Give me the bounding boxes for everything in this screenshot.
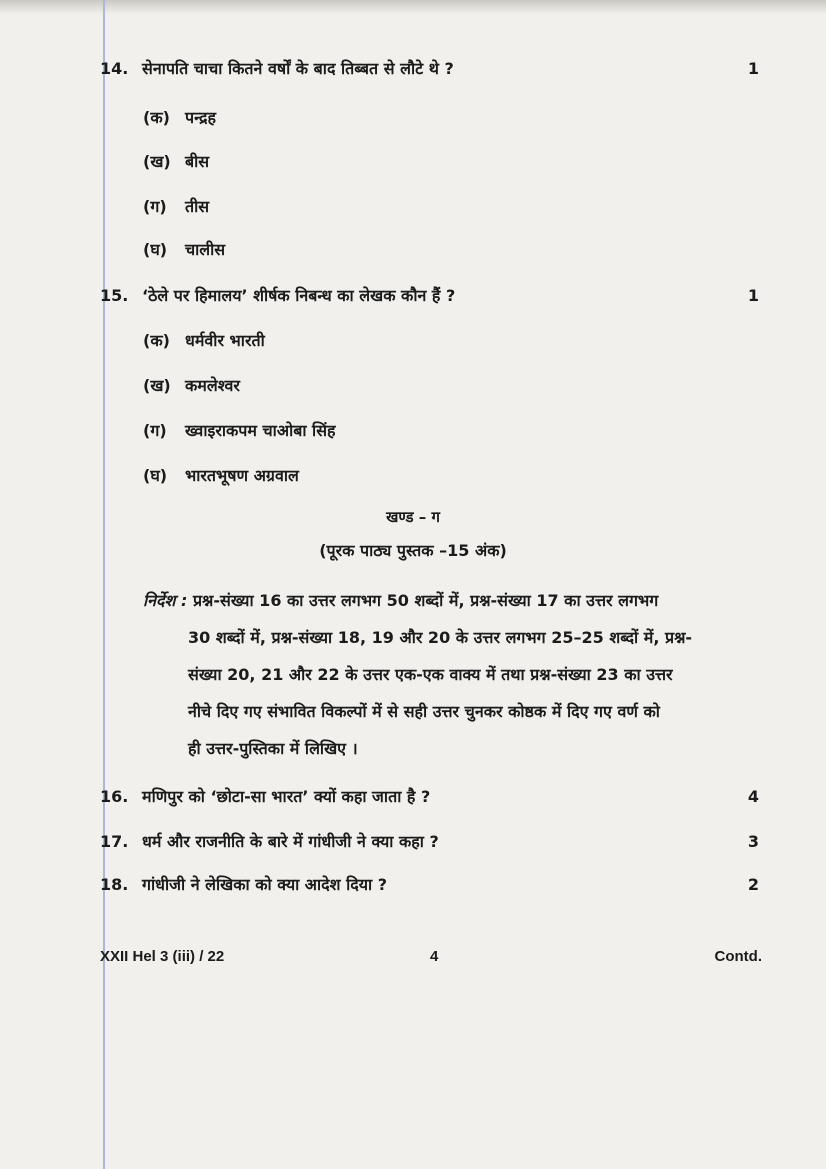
question-number: 17.: [100, 832, 129, 851]
section-title: खण्ड – ग: [386, 508, 440, 526]
option-text: चालीस: [185, 240, 226, 259]
option-text: बीस: [185, 152, 210, 171]
instruction-line-3: संख्या 20, 21 और 22 के उत्तर एक-एक वाक्य में तथा प्रश्न-संख्या 23 का उत्तर: [188, 665, 673, 684]
option-text: पन्द्रह: [185, 108, 217, 127]
question-14: [100, 54, 765, 84]
question-text: सेनापति चाचा कितने वर्षों के बाद तिब्बत से लौटे थे ?: [142, 59, 454, 78]
option-15-kha: [143, 371, 240, 401]
option-label: (ग): [143, 197, 167, 216]
continued-label: Contd.: [714, 948, 762, 965]
question-number: 15.: [100, 286, 129, 305]
question-text: धर्म और राजनीति के बारे में गांधीजी ने क्या कहा ?: [142, 832, 439, 851]
instruction-block: [143, 582, 765, 767]
instruction-line-5: ही उत्तर-पुस्तिका में लिखिए ।: [188, 739, 358, 758]
instruction-head: निर्देश :: [143, 591, 188, 610]
margin-line: [103, 0, 105, 1169]
page-number: 4: [430, 948, 439, 965]
section-subtitle: (पूरक पाठ्य पुस्तक –15 अंक): [319, 541, 507, 560]
option-15-gha: [143, 461, 299, 491]
instruction-line-4: नीचे दिए गए संभावित विकल्पों में से सही उत्तर चुनकर कोष्ठक में दिए गए वर्ण को: [188, 702, 660, 721]
paper-code: XXII Hel 3 (iii) / 22: [100, 948, 225, 965]
question-15: [100, 281, 765, 311]
question-marks: 1: [747, 286, 759, 305]
question-text: मणिपुर को ‘छोटा-सा भारत’ क्यों कहा जाता है ?: [142, 787, 431, 806]
question-17: [100, 827, 765, 857]
option-label: (क): [143, 108, 170, 127]
question-number: 14.: [100, 59, 129, 78]
option-text: भारतभूषण अग्रवाल: [185, 466, 299, 485]
option-14-kha: [143, 147, 209, 177]
option-label: (ग): [143, 421, 167, 440]
option-label: (ख): [143, 376, 171, 395]
option-15-ga: [143, 416, 336, 446]
option-label: (घ): [143, 466, 168, 485]
option-text: कमलेश्वर: [185, 376, 240, 395]
question-marks: 3: [747, 832, 759, 851]
option-14-gha: [143, 235, 225, 265]
question-18: [100, 870, 765, 900]
scan-edge-shadow: [0, 0, 826, 14]
question-marks: 4: [747, 787, 759, 806]
question-marks: 1: [747, 59, 759, 78]
question-text: गांधीजी ने लेखिका को क्या आदेश दिया ?: [142, 875, 388, 894]
question-number: 18.: [100, 875, 129, 894]
option-14-ga: [143, 192, 209, 222]
instruction-line-2: 30 शब्दों में, प्रश्न-संख्या 18, 19 और 20 के उत्तर लगभग 25–25 शब्दों में, प्रश्न-: [188, 628, 693, 647]
option-label: (ख): [143, 152, 171, 171]
instruction-text: प्रश्न-संख्या 16 का उत्तर लगभग 50 शब्दों में, प्रश्न-संख्या 17 का उत्तर लगभग: [192, 591, 659, 610]
question-number: 16.: [100, 787, 129, 806]
option-label: (क): [143, 331, 170, 350]
question-marks: 2: [747, 875, 759, 894]
question-text: ‘ठेले पर हिमालय’ शीर्षक निबन्ध का लेखक कौन हैं ?: [142, 286, 456, 305]
option-15-ka: [143, 326, 265, 356]
instruction-line-1: [143, 582, 765, 619]
option-label: (घ): [143, 240, 168, 259]
option-text: तीस: [185, 197, 210, 216]
option-text: ख्वाइराकपम चाओबा सिंह: [185, 421, 336, 440]
option-text: धर्मवीर भारती: [185, 331, 265, 350]
option-14-ka: [143, 103, 216, 133]
question-16: [100, 782, 765, 812]
